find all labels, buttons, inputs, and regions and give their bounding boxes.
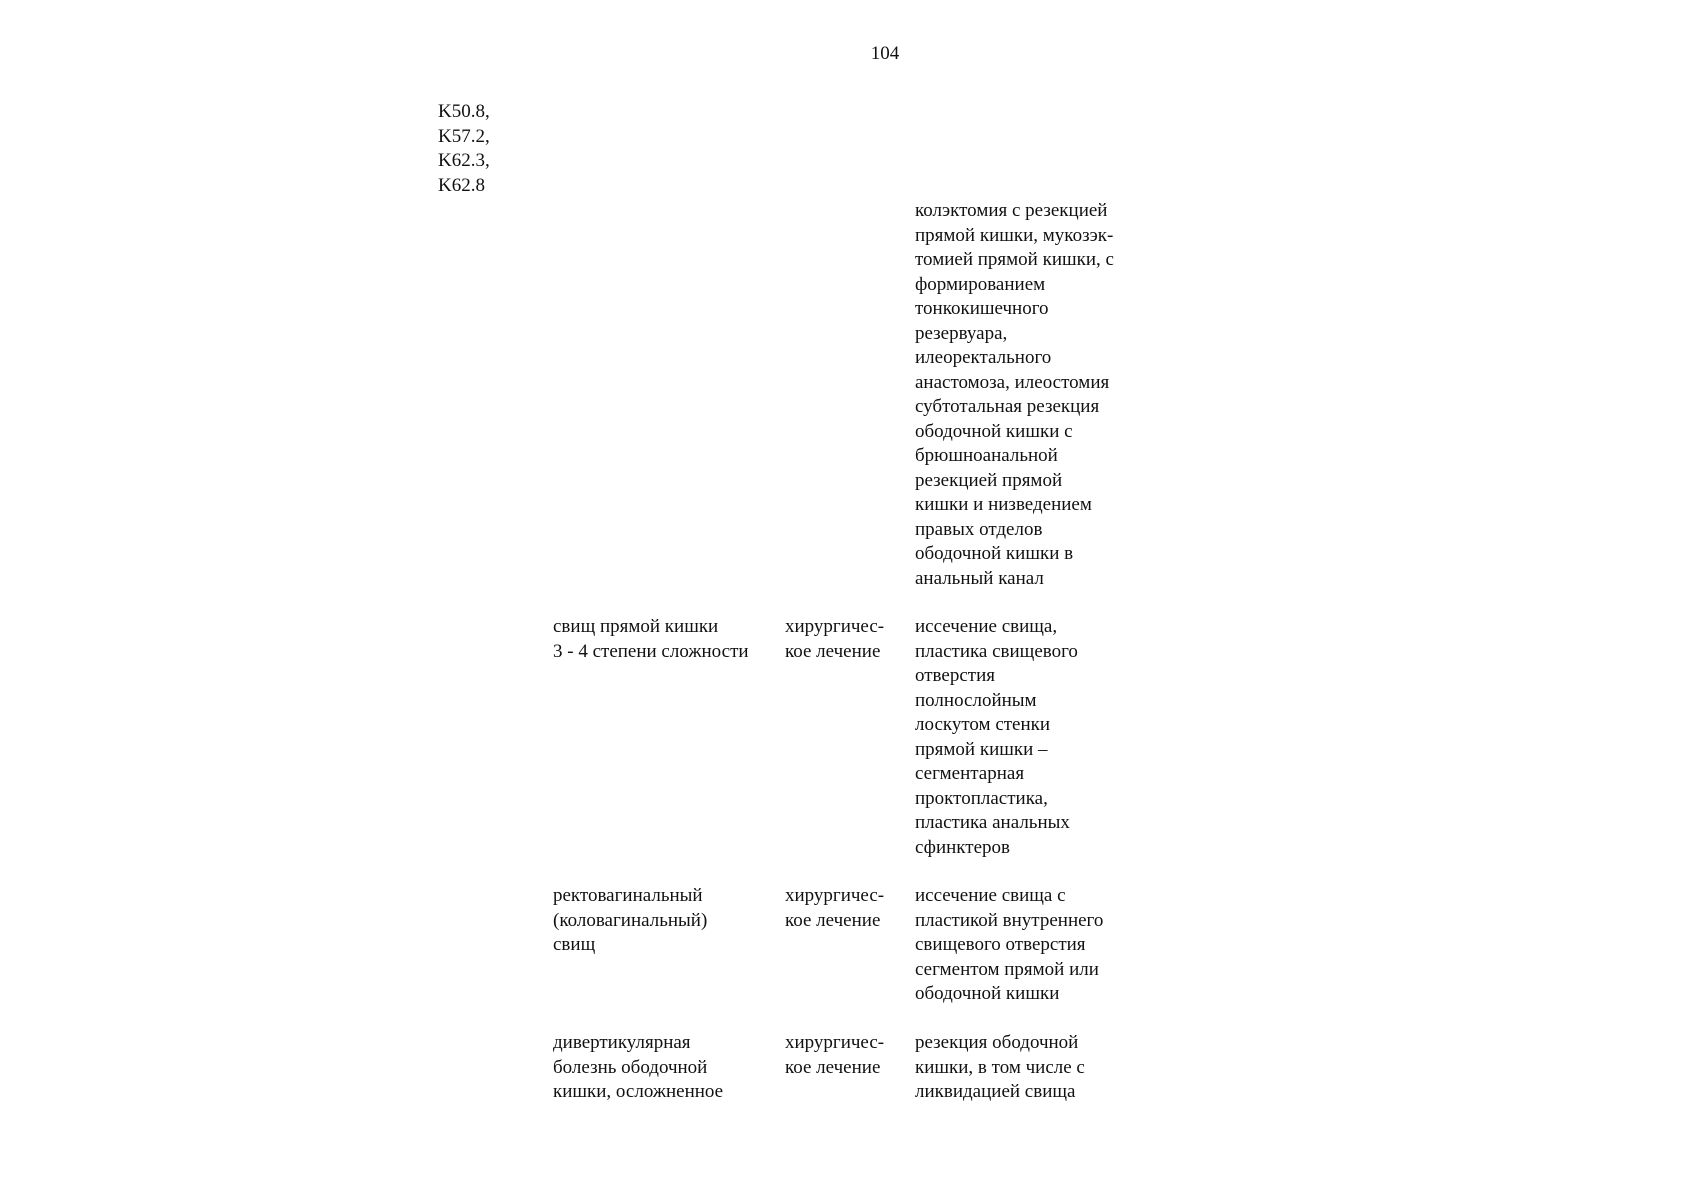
method-line: прямой кишки, мукозэк- <box>915 224 1114 246</box>
icd-code: K57.2, <box>438 125 490 147</box>
model-line: (коловагинальный) <box>553 909 708 931</box>
model-line: свищ прямой кишки <box>553 616 719 637</box>
type-line: хирургичес- <box>785 1032 885 1053</box>
method-line: иссечение свища с <box>915 885 1066 906</box>
type-line: кое лечение <box>785 1056 881 1078</box>
method-line: сегментом прямой или <box>915 958 1099 980</box>
model-line: кишки, осложненное <box>553 1081 724 1102</box>
icd-code: K62.3, <box>438 150 490 171</box>
method-line: полнослойным <box>915 689 1037 711</box>
type-line: кое лечение <box>785 909 881 931</box>
method-line: кишки и низведением <box>915 494 1092 515</box>
method-line: правых отделов <box>915 518 1043 540</box>
model-line: свищ <box>553 934 596 955</box>
row-3-type-cell <box>785 1031 905 1080</box>
method-line: пластика свищевого <box>915 640 1078 662</box>
icd-code: K50.8, <box>438 101 490 122</box>
method-line: колэктомия с резекцией <box>915 200 1108 221</box>
model-line: болезнь ободочной <box>553 1056 708 1078</box>
method-line: тонкокишечного <box>915 298 1049 319</box>
method-line: ликвидацией свища <box>915 1081 1076 1102</box>
model-line: ректовагинальный <box>553 885 703 906</box>
row-2-method-cell <box>915 884 1145 1007</box>
method-line: проктопластика, <box>915 787 1048 809</box>
method-line: ободочной кишки <box>915 983 1060 1004</box>
method-line: сфинктеров <box>915 836 1010 858</box>
method-line: пластикой внутреннего <box>915 909 1104 931</box>
method-line: формированием <box>915 273 1046 295</box>
method-line: анастомоза, илеостомия <box>915 371 1110 393</box>
method-line: анальный канал <box>915 567 1044 589</box>
method-line: илеоректального <box>915 347 1052 368</box>
method-line: прямой кишки – <box>915 738 1048 760</box>
row-2-model-cell <box>553 884 778 958</box>
row-1-type-cell <box>785 615 905 664</box>
type-line: хирургичес- <box>785 885 885 906</box>
row-1-method-cell <box>915 615 1145 860</box>
method-line: томией прямой кишки, с <box>915 249 1114 270</box>
icd-codes <box>438 100 528 198</box>
row-2-type-cell <box>785 884 905 933</box>
type-line: кое лечение <box>785 640 881 662</box>
method-line: свищевого отверстия <box>915 934 1086 955</box>
page-number: 104 <box>870 43 900 64</box>
row-1-model-cell <box>553 615 778 664</box>
icd-code: K62.8 <box>438 174 485 196</box>
continuation-method-cell <box>915 199 1145 591</box>
method-line: резервуара, <box>915 322 1008 344</box>
row-3-method-cell <box>915 1031 1145 1105</box>
model-line: дивертикулярная <box>553 1032 691 1053</box>
method-line: субтотальная резекция <box>915 396 1100 417</box>
model-line: 3 - 4 степени сложности <box>553 640 749 662</box>
method-line: резекцией прямой <box>915 469 1063 491</box>
method-line: сегментарная <box>915 763 1025 784</box>
method-line: брюшноанальной <box>915 445 1058 466</box>
method-line: резекция ободочной <box>915 1032 1079 1053</box>
method-line: иссечение свища, <box>915 616 1058 637</box>
row-3-model-cell <box>553 1031 778 1105</box>
method-line: ободочной кишки в <box>915 543 1074 564</box>
method-line: ободочной кишки с <box>915 420 1073 442</box>
method-line: пластика анальных <box>915 812 1070 833</box>
method-line: лоскутом стенки <box>915 714 1051 735</box>
method-line: отверстия <box>915 665 995 686</box>
method-line: кишки, в том числе с <box>915 1056 1085 1078</box>
type-line: хирургичес- <box>785 616 885 637</box>
